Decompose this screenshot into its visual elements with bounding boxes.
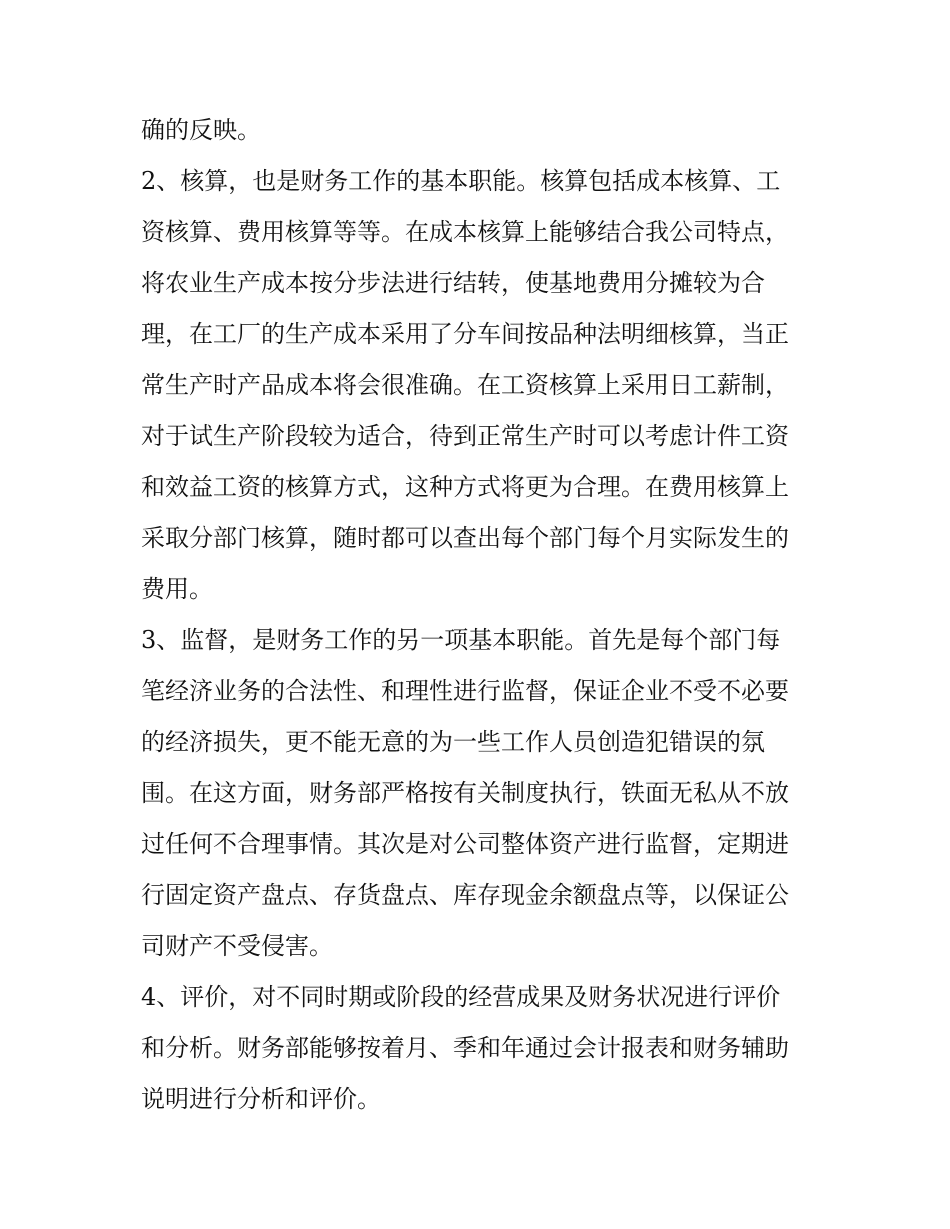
text-line: 司财产不受侵害。 xyxy=(141,932,333,960)
text-line: 对于试生产阶段较为适合，待到正常生产时可以考虑计件工资 xyxy=(141,422,789,450)
text-line: 围。在这方面，财务部严格按有关制度执行，铁面无私从不放 xyxy=(141,779,789,807)
text-line: 资核算、费用核算等等。在成本核算上能够结合我公司特点， xyxy=(141,218,789,246)
text-line: 行固定资产盘点、存货盘点、库存现金余额盘点等，以保证公 xyxy=(141,881,789,909)
text-line: 过任何不合理事情。其次是对公司整体资产进行监督，定期进 xyxy=(141,830,789,858)
text-line: 和效益工资的核算方式，这种方式将更为合理。在费用核算上 xyxy=(141,473,789,501)
text-line: 说明进行分析和评价。 xyxy=(141,1085,381,1113)
text-line: 理，在工厂的生产成本采用了分车间按品种法明细核算，当正 xyxy=(141,320,789,348)
text-line: 3、监督，是财务工作的另一项基本职能。首先是每个部门每 xyxy=(141,626,781,654)
text-line: 4、评价，对不同时期或阶段的经营成果及财务状况进行评价 xyxy=(141,983,781,1011)
text-line: 采取分部门核算，随时都可以查出每个部门每个月实际发生的 xyxy=(141,524,789,552)
text-line: 常生产时产品成本将会很准确。在工资核算上采用日工薪制， xyxy=(141,371,789,399)
text-line: 2、核算，也是财务工作的基本职能。核算包括成本核算、工 xyxy=(141,167,781,195)
text-line: 将农业生产成本按分步法进行结转，使基地费用分摊较为合 xyxy=(141,269,765,297)
text-line: 笔经济业务的合法性、和理性进行监督，保证企业不受不必要 xyxy=(141,677,789,705)
text-line: 和分析。财务部能够按着月、季和年通过会计报表和财务辅助 xyxy=(141,1034,789,1062)
text-line: 费用。 xyxy=(141,575,213,603)
text-line: 确的反映。 xyxy=(141,116,261,144)
text-line: 的经济损失，更不能无意的为一些工作人员创造犯错误的氛 xyxy=(141,728,765,756)
